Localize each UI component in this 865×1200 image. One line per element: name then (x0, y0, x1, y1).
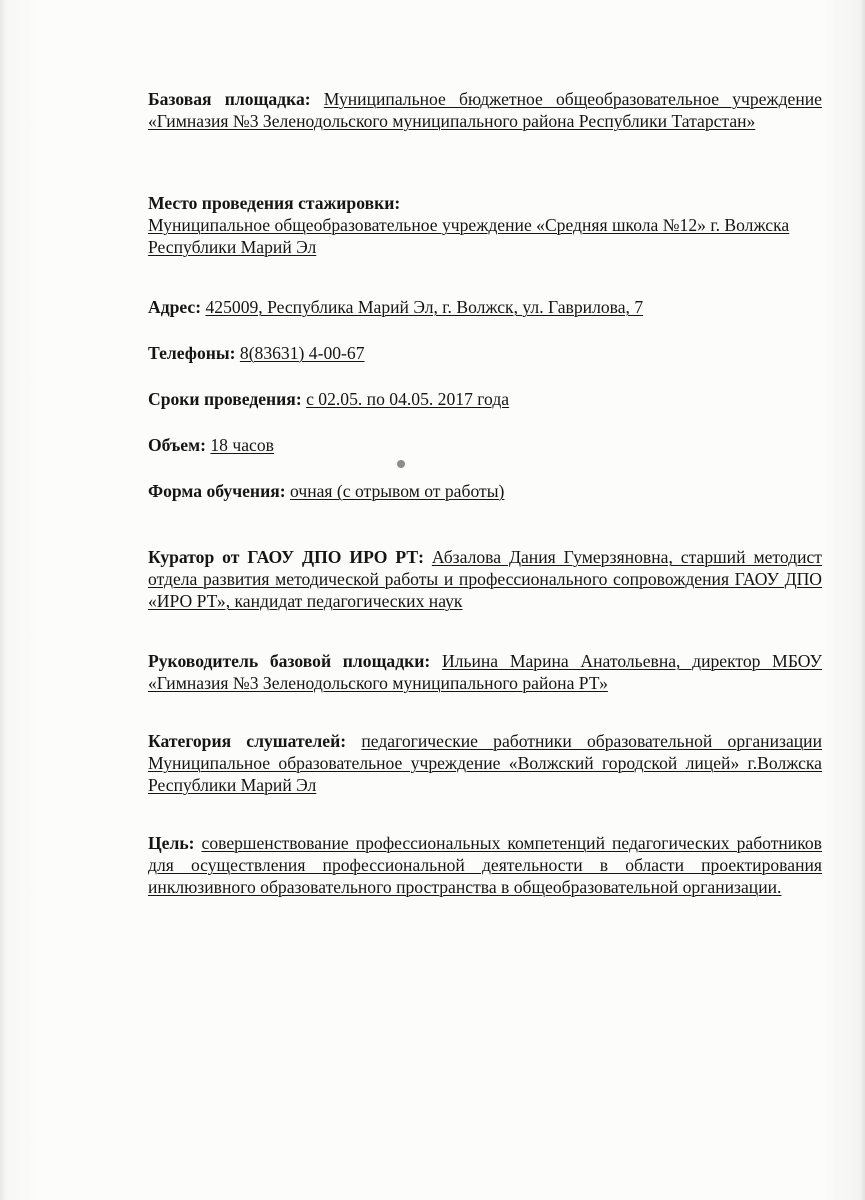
audience-label: Категория слушателей: (148, 731, 347, 751)
address-value: 425009, Республика Марий Эл, г. Волжск, ул. Гаврилова, 7 (205, 297, 644, 317)
study-form-value: очная (с отрывом от работы) (290, 481, 505, 501)
volume-label: Объем: (148, 435, 206, 455)
address-label: Адрес: (148, 297, 202, 317)
volume-section (148, 434, 822, 456)
site-head-value: Ильина Марина Анатольевна, директор МБОУ «Гимназия №3 Зеленодольского муниципального района РТ» (148, 651, 822, 693)
site-head-label: Руководитель базовой площадки: (148, 651, 431, 671)
study-form-section (148, 480, 822, 502)
phones-label: Телефоны: (148, 343, 236, 363)
curator-section (148, 546, 822, 612)
volume-value: 18 часов (210, 435, 274, 455)
goal-label: Цель: (148, 833, 195, 853)
internship-place-value: Муниципальное общеобразовательное учреждение «Средняя школа №12» г. Волжска Республики Марий Эл (148, 215, 790, 257)
dates-label: Сроки проведения: (148, 389, 302, 409)
dates-section (148, 388, 822, 410)
curator-label: Куратор от ГАОУ ДПО ИРО РТ: (148, 547, 424, 567)
curator-value: Абзалова Дания Гумерзяновна, старший методист отдела развития методической работы и профессионального сопровождения ГАОУ ДПО «ИРО РТ», кандидат педагогических наук (148, 547, 822, 611)
audience-value: педагогические работники образовательной организации Муниципальное образовательное учреждение «Волжский городской лицей» г.Волжска Республики Марий Эл (148, 731, 822, 795)
internship-place-label: Место проведения стажировки: (148, 193, 401, 213)
goal-section (148, 832, 822, 898)
dates-value: с 02.05. по 04.05. 2017 года (306, 389, 510, 409)
base-site-value: Муниципальное бюджетное общеобразовательное учреждение «Гимназия №3 Зеленодольского муниципального района Республики Татарстан» (148, 89, 822, 131)
goal-value: совершенствование профессиональных компетенций педагогических работников для осуществления профессиональной деятельности в области проектирования инклюзивного образовательного пространства в общеобразовательной организации. (148, 833, 822, 897)
site-head-section (148, 650, 822, 694)
base-site-label: Базовая площадка: (148, 89, 311, 109)
phones-value: 8(83631) 4-00-67 (239, 343, 365, 363)
study-form-label: Форма обучения: (148, 481, 286, 501)
phones-section (148, 342, 822, 364)
internship-place-section (148, 192, 822, 258)
scan-speck (397, 460, 405, 468)
audience-section (148, 730, 822, 796)
address-section (148, 296, 822, 318)
base-site-section (148, 88, 822, 132)
